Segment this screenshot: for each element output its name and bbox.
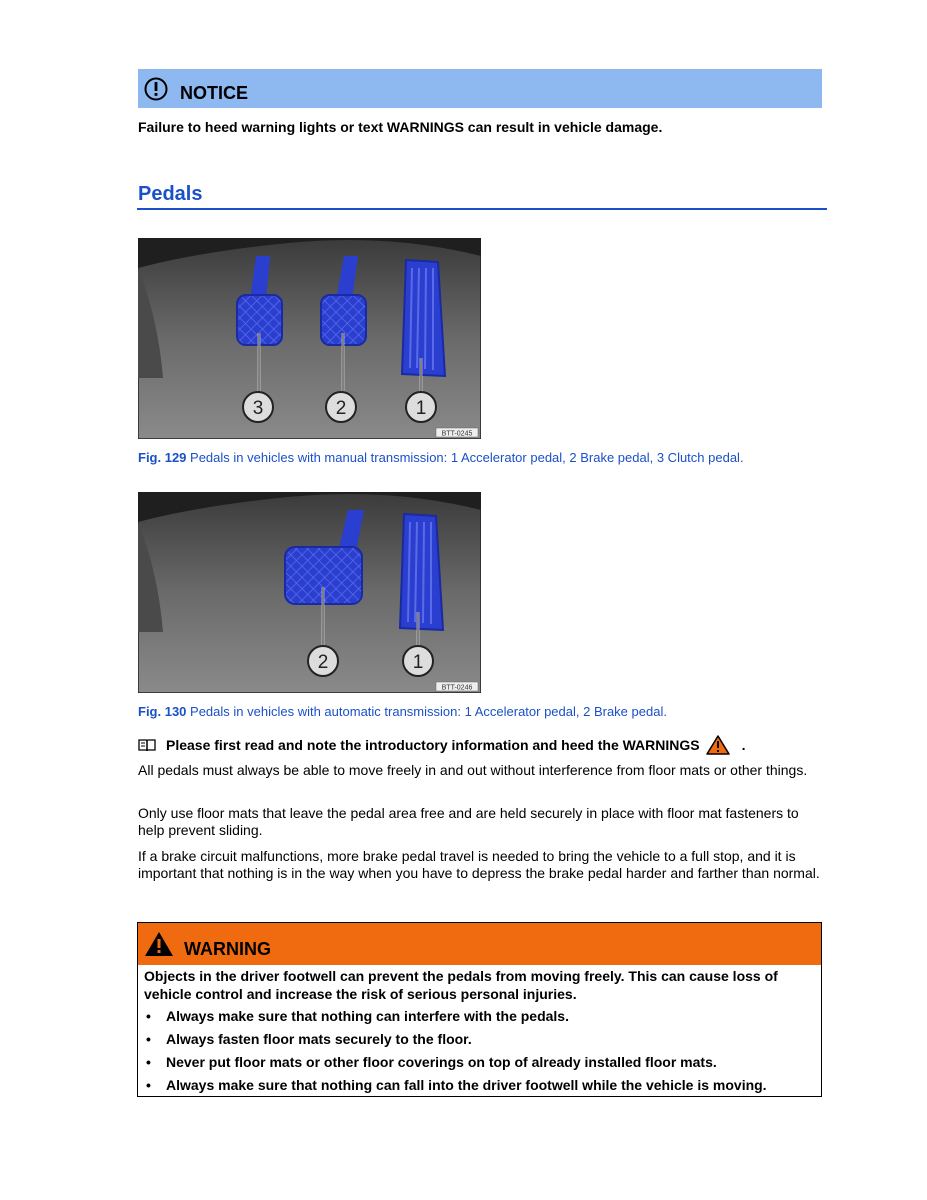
accelerator-pedal — [402, 260, 445, 376]
warning-item: • Always make sure that nothing can fall into the driver footwell while the vehicle is moving. — [144, 1076, 815, 1094]
figure-code: BTT-0246 — [441, 684, 473, 692]
figure-code: BTT-0245 — [441, 430, 473, 438]
figure-label: Fig. 129 — [138, 450, 187, 465]
callout-1 — [406, 392, 436, 422]
notice-title: NOTICE — [180, 83, 249, 103]
warning-list — [144, 1007, 815, 1094]
section-title: Pedals — [138, 183, 203, 205]
callout-2 — [308, 646, 338, 676]
exclamation-circle-icon — [144, 77, 168, 101]
intro-note — [138, 735, 746, 755]
accelerator-pedal — [400, 514, 443, 630]
figure-caption — [138, 450, 744, 465]
section-divider — [137, 208, 827, 210]
warning-triangle-icon — [144, 931, 174, 957]
warning-header — [138, 923, 821, 965]
callout-1-label: 1 — [415, 398, 427, 419]
figure-label: Fig. 130 — [138, 704, 187, 719]
callout-1 — [403, 646, 433, 676]
intro-suffix: . — [741, 737, 746, 753]
automatic-pedals-illustration — [138, 492, 481, 693]
paragraph: If a brake circuit malfunctions, more brake pedal travel is needed to bring the vehicle to a full stop, and it is important that nothing is in the way when you have to depress the brake pedal harder and farther than normal. — [138, 848, 820, 881]
callout-2 — [326, 392, 356, 422]
warning-box — [137, 922, 822, 1097]
callout-3-label: 3 — [252, 398, 264, 419]
book-icon — [138, 738, 156, 752]
callout-1-label: 1 — [412, 652, 424, 673]
callout-2-label: 2 — [335, 398, 347, 419]
warning-body — [144, 967, 815, 1099]
warning-item: • Always fasten floor mats securely to the floor. — [144, 1030, 815, 1048]
figure-caption-text: Pedals in vehicles with manual transmission: 1 Accelerator pedal, 2 Brake pedal, 3 Clutch pedal. — [186, 450, 744, 465]
warning-item: • Never put floor mats or other floor coverings on top of already installed floor mats. — [144, 1053, 815, 1071]
paragraph: All pedals must always be able to move freely in and out without interference from floor mats or other things. — [138, 762, 808, 778]
notice-text: Failure to heed warning lights or text WARNINGS can result in vehicle damage. — [138, 119, 663, 135]
paragraph: Only use floor mats that leave the pedal area free and are held securely in place with floor mat fasteners to help prevent sliding. — [138, 805, 799, 838]
manual-pedals-illustration — [138, 238, 481, 439]
figure-manual-pedals — [138, 238, 481, 439]
notice-header — [138, 69, 822, 108]
warning-item: • Always make sure that nothing can interfere with the pedals. — [144, 1007, 815, 1025]
warning-triangle-icon — [706, 735, 730, 755]
callout-2-label: 2 — [317, 652, 329, 673]
intro-text: Please first read and note the introductory information and heed the WARNINGS — [166, 737, 700, 753]
figure-caption-text: Pedals in vehicles with automatic transmission: 1 Accelerator pedal, 2 Brake pedal. — [186, 704, 667, 719]
warning-text: Objects in the driver footwell can prevent the pedals from moving freely. This can cause loss of vehicle control and increase the risk of serious personal injuries. — [144, 968, 778, 1002]
figure-automatic-pedals — [138, 492, 481, 693]
warning-title: WARNING — [184, 939, 271, 959]
callout-3 — [243, 392, 273, 422]
figure-caption — [138, 704, 667, 719]
